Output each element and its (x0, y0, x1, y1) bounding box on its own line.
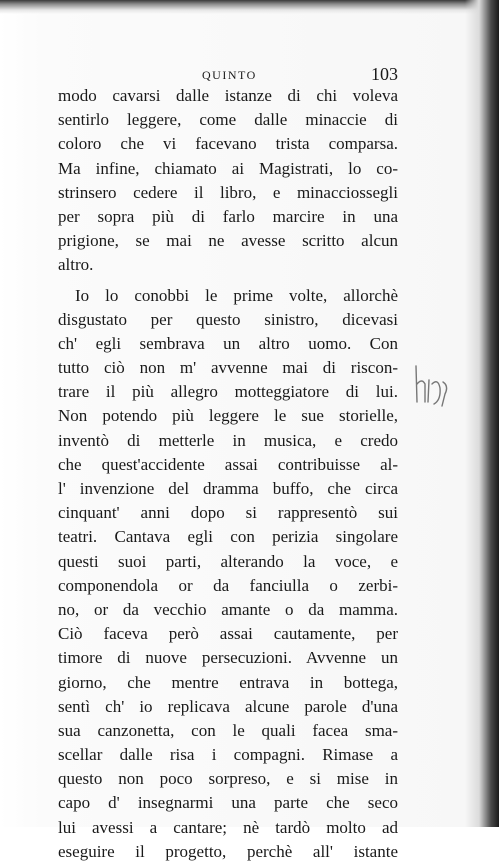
page-gutter-edge (465, 0, 499, 827)
text-line: che quest'accidente assai contribuisse al- (58, 453, 398, 477)
page-number: 103 (371, 64, 398, 85)
text-line: giorno, che mentre entrava in bottega, (58, 671, 398, 695)
text-line: ch' egli sembrava un altro uomo. Con (58, 332, 398, 356)
text-line: inventò di metterle in musica, e credo (58, 429, 398, 453)
text-line: modo cavarsi dalle istanze di chi voleva (58, 84, 398, 108)
text-line: per sopra più di farlo marcire in una (58, 205, 398, 229)
text-line: sua canzonetta, con le quali facea sma- (58, 719, 398, 743)
text-line: tutto ciò non m' avvenne mai di riscon- (58, 356, 398, 380)
text-line: Ma infine, chiamato ai Magistrati, lo co- (58, 157, 398, 181)
paragraph-1 (58, 84, 398, 278)
paragraph-2 (58, 284, 398, 864)
text-line: disgustato per questo sinistro, dicevasi (58, 308, 398, 332)
handwritten-margin-mark (412, 360, 452, 410)
text-block (58, 84, 398, 864)
text-line: lui avessi a cantare; nè tardò molto ad (58, 816, 398, 840)
text-line: prigione, se mai ne avesse scritto alcun (58, 229, 398, 253)
text-line: sentì ch' io replicava alcune parole d'una (58, 695, 398, 719)
text-line: coloro che vi facevano trista comparsa. (58, 132, 398, 156)
top-edge-shadow (0, 0, 499, 14)
text-line: strinsero cedere il libro, e minacciossegli (58, 181, 398, 205)
running-title: QUINTO (202, 68, 257, 83)
text-line: Ciò faceva però assai cautamente, per (58, 622, 398, 646)
text-line: altro. (58, 253, 398, 277)
text-line: eseguire il progetto, perchè all' istante (58, 840, 398, 864)
text-line: Non potendo più leggere le sue storielle, (58, 404, 398, 428)
text-line: questo non poco sorpreso, e si mise in (58, 767, 398, 791)
text-line: cinquant' anni dopo si rappresentò sui (58, 501, 398, 525)
text-line: sentirlo leggere, come dalle minaccie di (58, 108, 398, 132)
running-head (58, 64, 398, 86)
text-line: capo d' insegnarmi una parte che seco (58, 791, 398, 815)
text-line: no, or da vecchio amante o da mamma. (58, 598, 398, 622)
text-line: componendola or da fanciulla o zerbi- (58, 574, 398, 598)
text-line: questi suoi parti, alterando la voce, e (58, 550, 398, 574)
text-line: trare il più allegro motteggiatore di lui. (58, 380, 398, 404)
text-line: Io lo conobbi le prime volte, allorchè (58, 284, 398, 308)
text-line: scellar dalle risa i compagni. Rimase a (58, 743, 398, 767)
text-line: teatri. Cantava egli con perizia singolare (58, 525, 398, 549)
text-line: l' invenzione del dramma buffo, che circa (58, 477, 398, 501)
text-line: timore di nuove persecuzioni. Avvenne un (58, 646, 398, 670)
